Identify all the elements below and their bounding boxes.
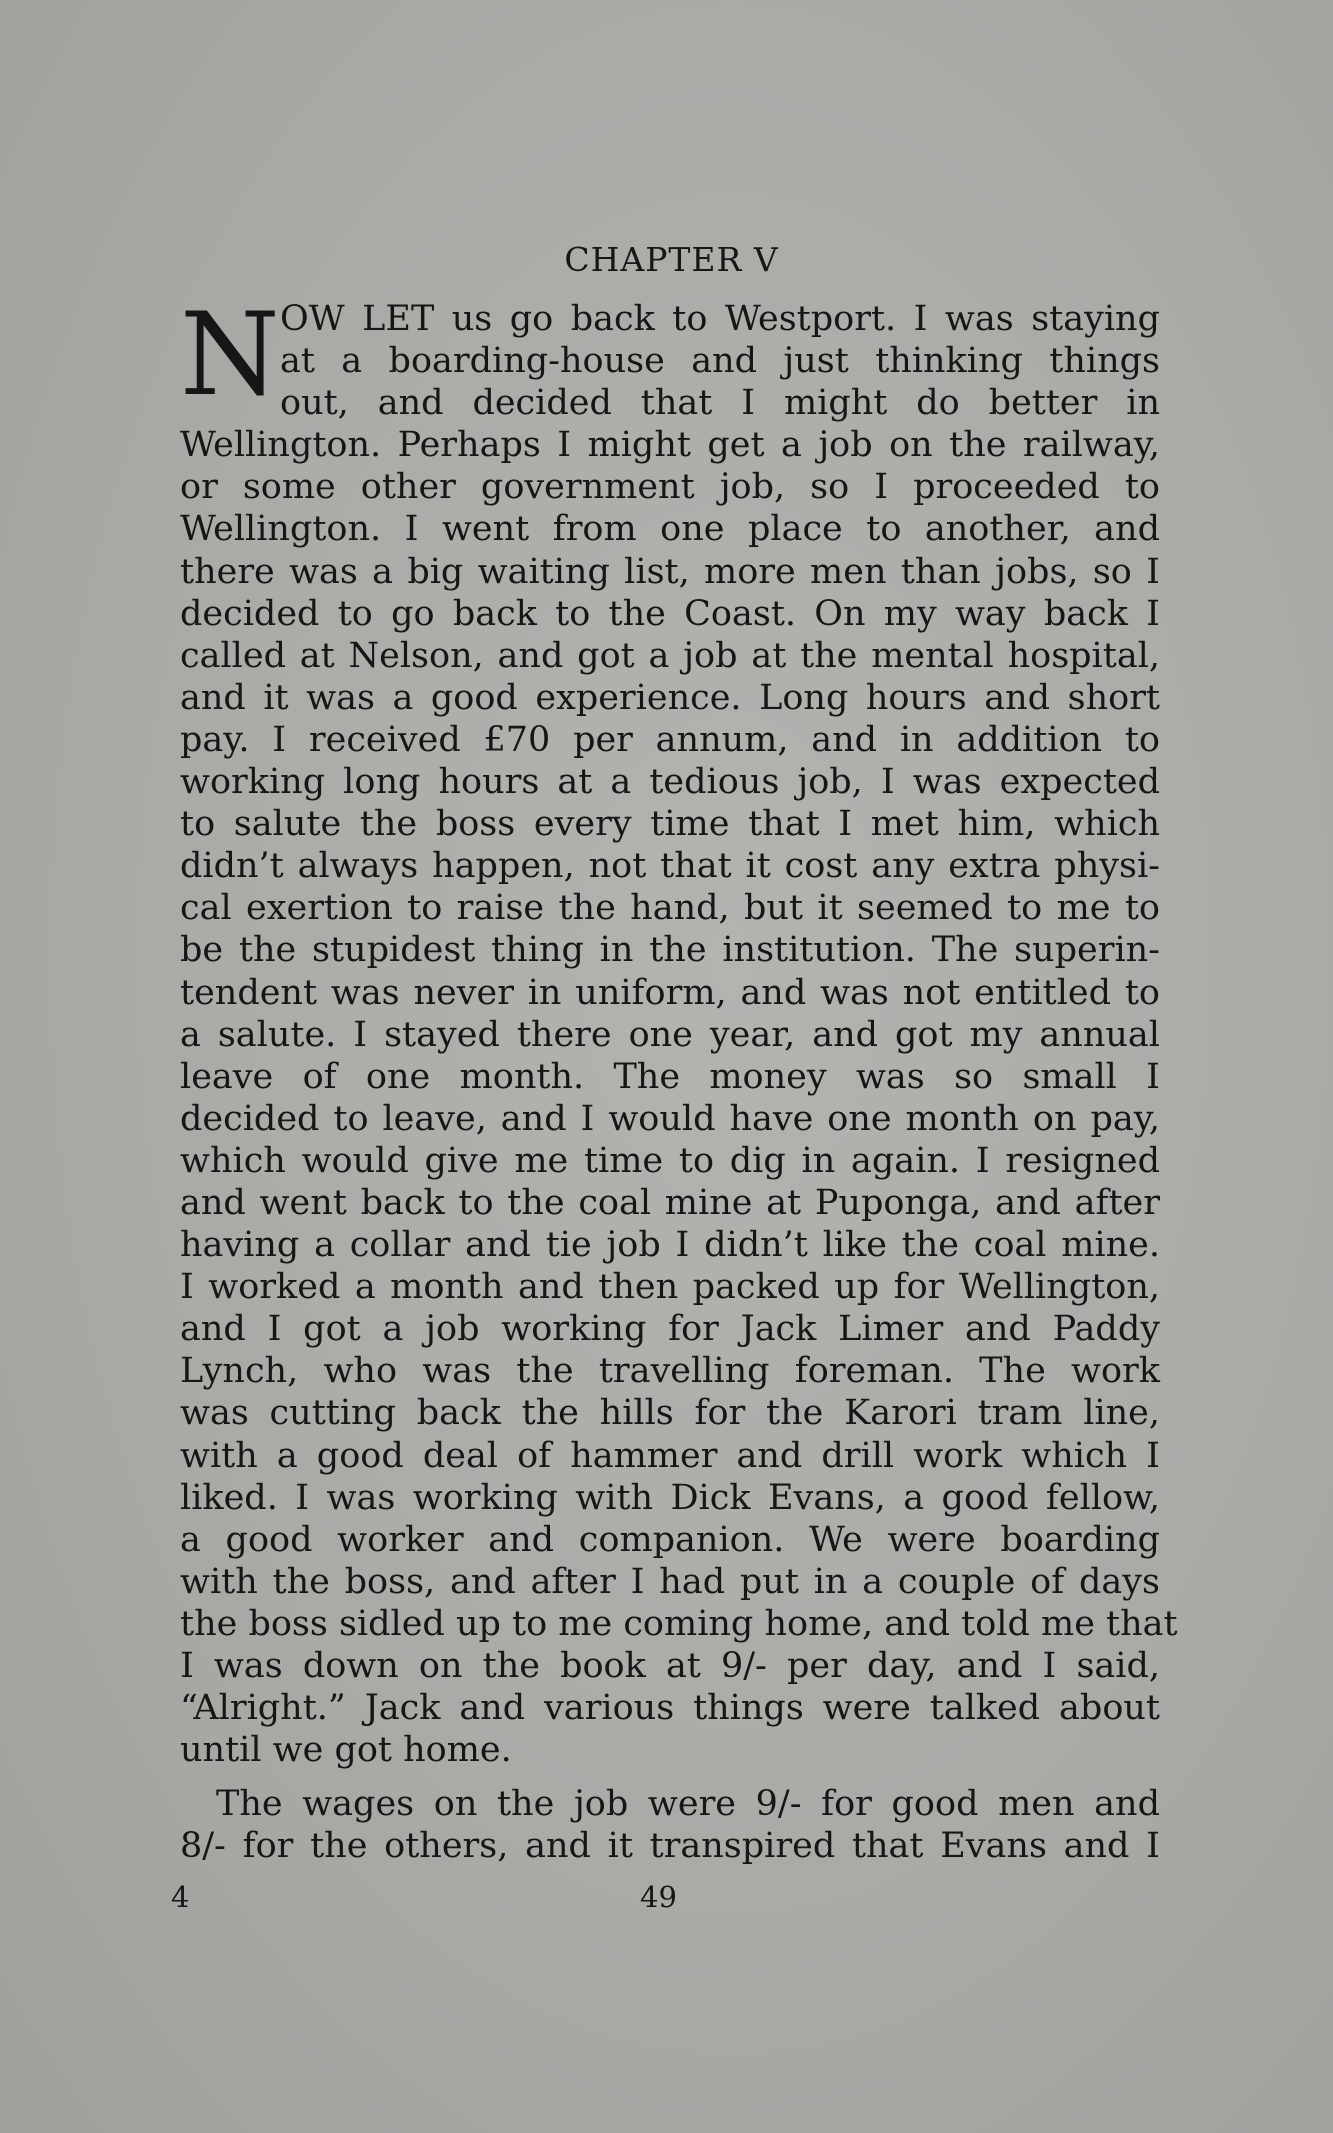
- text-line: and went back to the coal mine at Puponga, and after: [180, 1182, 1160, 1223]
- paragraph-gap: [180, 1771, 1160, 1783]
- text-line: didn’t always happen, not that it cost any extra physi-: [180, 846, 1160, 887]
- body-text: [180, 288, 1178, 1867]
- text-line: a salute. I stayed there one year, and got my annual: [180, 1014, 1160, 1055]
- text-line: out, and decided that I might do better in: [280, 383, 1160, 424]
- text-line: called at Nelson, and got a job at the mental hospital,: [180, 635, 1160, 676]
- text-line: liked. I was working with Dick Evans, a good fellow,: [180, 1477, 1160, 1518]
- text-line: cal exertion to raise the hand, but it seemed to me to: [180, 888, 1160, 929]
- text-line: Lynch, who was the travelling foreman. The work: [180, 1351, 1160, 1392]
- text-line: with a good deal of hammer and drill work which I: [180, 1435, 1160, 1476]
- text-line: decided to go back to the Coast. On my way back I: [180, 593, 1160, 634]
- text-line: having a collar and tie job I didn’t like the coal mine.: [180, 1225, 1160, 1266]
- text-line: or some other government job, so I proceeded to: [180, 467, 1160, 508]
- text-line: until we got home.: [180, 1730, 512, 1771]
- text-line: tendent was never in uniform, and was not entitled to: [180, 972, 1160, 1013]
- signature-mark: 4: [171, 1880, 190, 1914]
- drop-cap: N: [180, 288, 280, 421]
- text-line: and it was a good experience. Long hours and short: [180, 677, 1160, 718]
- text-line: Wellington. Perhaps I might get a job on the railway,: [180, 425, 1160, 466]
- text-line: “Alright.” Jack and various things were talked about: [180, 1688, 1160, 1729]
- page-number: 49: [640, 1880, 677, 1914]
- text-line: OW LET us go back to Westport. I was staying: [280, 299, 1160, 339]
- text-line: 8/- for the others, and it transpired that Evans and I: [180, 1826, 1160, 1867]
- text-line: I was down on the book at 9/- per day, and I said,: [180, 1646, 1160, 1686]
- text-line: I worked a month and then packed up for Wellington,: [180, 1267, 1160, 1308]
- text-line: at a boarding-house and just thinking things: [280, 341, 1160, 382]
- text-line: The wages on the job were 9/- for good men and: [216, 1784, 1160, 1825]
- text-line: the boss sidled up to me coming home, and told me that: [180, 1603, 1178, 1644]
- text-line: pay. I received £70 per annum, and in addition to: [180, 719, 1160, 760]
- text-line: decided to leave, and I would have one month on pay,: [180, 1098, 1160, 1139]
- text-line: working long hours at a tedious job, I was expected: [180, 762, 1160, 803]
- text-line: to salute the boss every time that I met him, which: [180, 804, 1160, 845]
- paragraph-2: [180, 1783, 1160, 1867]
- text-line: with the boss, and after I had put in a couple of days: [180, 1561, 1160, 1602]
- text-line: was cutting back the hills for the Karori tram line,: [180, 1393, 1160, 1434]
- paragraph-1: [180, 288, 1178, 1771]
- chapter-title: CHAPTER V: [564, 240, 779, 279]
- text-line: be the stupidest thing in the institution. The superin-: [180, 930, 1160, 971]
- text-line: leave of one month. The money was so small I: [180, 1056, 1160, 1097]
- text-line: and I got a job working for Jack Limer and Paddy: [180, 1309, 1160, 1350]
- text-line: there was a big waiting list, more men than jobs, so I: [180, 551, 1160, 592]
- text-line: Wellington. I went from one place to another, and: [180, 509, 1160, 550]
- text-line: which would give me time to dig in again. I resigned: [180, 1140, 1160, 1181]
- text-line: a good worker and companion. We were boarding: [180, 1519, 1160, 1560]
